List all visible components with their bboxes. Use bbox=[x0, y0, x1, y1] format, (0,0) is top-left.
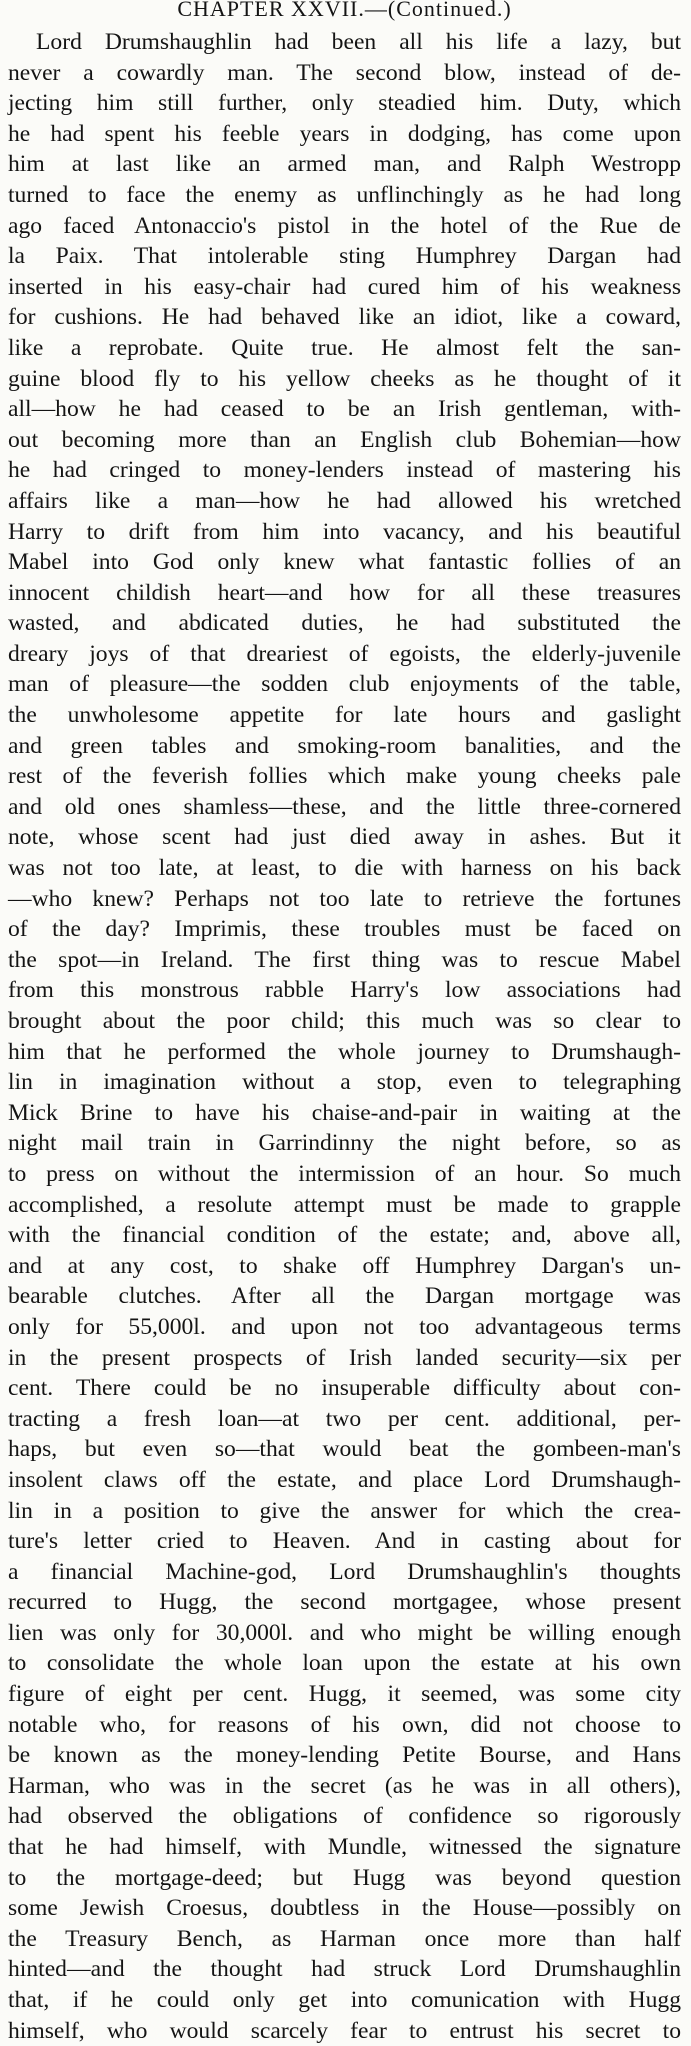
text-line: note, whose scent had just died away in ashes. But it bbox=[8, 824, 681, 851]
text-line: himself, who would scarcely fear to entrust his secret to bbox=[8, 2017, 681, 2044]
text-line: wasted, and abdicated duties, he had substituted the bbox=[8, 610, 681, 637]
text-line: he had cringed to money-lenders instead of mastering his bbox=[8, 457, 681, 484]
text-line: of the day? Imprimis, these troubles must be faced on bbox=[8, 916, 681, 943]
text-line: a financial Machine-god, Lord Drumshaughlin's thoughts bbox=[8, 1558, 681, 1585]
text-line: the unwholesome appetite for late hours and gaslight bbox=[8, 702, 681, 729]
text-line: night mail train in Garrindinny the night before, so as bbox=[8, 1130, 681, 1157]
text-line: that he had himself, with Mundle, witnessed the signature bbox=[8, 1834, 681, 1861]
text-line: —who knew? Perhaps not too late to retrieve the fortunes bbox=[8, 885, 681, 912]
article-body bbox=[8, 27, 681, 2046]
text-line: hinted—and the thought had struck Lord Drumshaughlin bbox=[8, 1956, 681, 1983]
text-line: lien was only for 30,000l. and who might be willing enough bbox=[8, 1619, 681, 1646]
text-line: never a cowardly man. The second blow, instead of de- bbox=[8, 59, 681, 86]
text-line: la Paix. That intolerable sting Humphrey Dargan had bbox=[8, 243, 681, 270]
text-line: the Treasury Bench, as Harman once more than half bbox=[8, 1925, 681, 1952]
text-line: he had spent his feeble years in dodging, has come upon bbox=[8, 120, 681, 147]
text-line: in the present prospects of Irish landed security—six per bbox=[8, 1344, 681, 1371]
text-line: to press on without the intermission of an hour. So much bbox=[8, 1160, 681, 1187]
text-line: was not too late, at least, to die with harness on his back bbox=[8, 855, 681, 882]
text-line: recurred to Hugg, the second mortgagee, whose present bbox=[8, 1589, 681, 1616]
text-line: man of pleasure—the sodden club enjoyments of the table, bbox=[8, 671, 681, 698]
text-line: for cushions. He had behaved like an idiot, like a coward, bbox=[8, 304, 681, 331]
text-line: innocent childish heart—and how for all these treasures bbox=[8, 579, 681, 606]
text-line: had observed the obligations of confidence so rigorously bbox=[8, 1803, 681, 1830]
text-line: be known as the money-lending Petite Bourse, and Hans bbox=[8, 1742, 681, 1769]
text-line: Mick Brine to have his chaise-and-pair in waiting at the bbox=[8, 1099, 681, 1126]
text-line: affairs like a man—how he had allowed his wretched bbox=[8, 487, 681, 514]
text-line: to consolidate the whole loan upon the estate at his own bbox=[8, 1650, 681, 1677]
text-line: Mabel into God only knew what fantastic follies of an bbox=[8, 549, 681, 576]
text-line: Harman, who was in the secret (as he was in all others), bbox=[8, 1772, 681, 1799]
text-line: rest of the feverish follies which make young cheeks pale bbox=[8, 763, 681, 790]
text-line: from this monstrous rabble Harry's low associations had bbox=[8, 977, 681, 1004]
text-line: guine blood fly to his yellow cheeks as he thought of it bbox=[8, 365, 681, 392]
text-line: that, if he could only get into comunication with Hugg bbox=[8, 1987, 681, 2013]
text-line: figure of eight per cent. Hugg, it seemed, was some city bbox=[8, 1681, 681, 1708]
text-line: like a reprobate. Quite true. He almost felt the san- bbox=[8, 334, 681, 361]
text-line: notable who, for reasons of his own, did not choose to bbox=[8, 1711, 681, 1738]
text-line: Lord Drumshaughlin had been all his life a lazy, but bbox=[36, 29, 681, 55]
text-line: jecting him still further, only steadied him. Duty, which bbox=[8, 90, 681, 117]
text-line: accomplished, a resolute attempt must be made to grapple bbox=[8, 1191, 681, 1218]
text-line: him that he performed the whole journey to Drumshaugh- bbox=[8, 1038, 681, 1065]
text-line: haps, but even so—that would beat the gombeen-man's bbox=[8, 1436, 681, 1463]
text-line: lin in a position to give the answer for which the crea- bbox=[8, 1497, 681, 1524]
text-line: Harry to drift from him into vacancy, and his beautiful bbox=[8, 518, 681, 545]
text-line: only for 55,000l. and upon not too advantageous terms bbox=[8, 1313, 681, 1340]
text-line: cent. There could be no insuperable difficulty about con- bbox=[8, 1375, 681, 1402]
text-line: with the financial condition of the estate; and, above all, bbox=[8, 1222, 681, 1249]
chapter-heading: CHAPTER XXVII.—(Continued.) bbox=[177, 0, 512, 21]
text-line: him at last like an armed man, and Ralph Westropp bbox=[8, 151, 681, 178]
text-line: and old ones shamless—these, and the little three-cornered bbox=[8, 793, 681, 820]
text-line: ago faced Antonaccio's pistol in the hotel of the Rue de bbox=[8, 212, 681, 239]
text-line: bearable clutches. After all the Dargan mortgage was bbox=[8, 1283, 681, 1310]
text-line: some Jewish Croesus, doubtless in the House—possibly on bbox=[8, 1895, 681, 1922]
text-line: ture's letter cried to Heaven. And in casting about for bbox=[8, 1528, 681, 1555]
text-line: the spot—in Ireland. The first thing was to rescue Mabel bbox=[8, 946, 681, 973]
text-line: and at any cost, to shake off Humphrey Dargan's un- bbox=[8, 1252, 681, 1279]
text-line: insolent claws off the estate, and place Lord Drumshaugh- bbox=[8, 1466, 681, 1493]
text-line: and green tables and smoking-room banalities, and the bbox=[8, 732, 681, 759]
text-line: to the mortgage-deed; but Hugg was beyond question bbox=[8, 1864, 681, 1891]
text-line: dreary joys of that dreariest of egoists, the elderly-juvenile bbox=[8, 640, 681, 667]
text-line: all—how he had ceased to be an Irish gentleman, with- bbox=[8, 396, 681, 423]
text-line: inserted in his easy-chair had cured him of his weakness bbox=[8, 273, 681, 300]
text-line: brought about the poor child; this much was so clear to bbox=[8, 1008, 681, 1034]
text-line: tracting a fresh loan—at two per cent. additional, per- bbox=[8, 1405, 681, 1432]
text-line: lin in imagination without a stop, even to telegraphing bbox=[8, 1069, 681, 1096]
text-line: turned to face the enemy as unflinchingly as he had long bbox=[8, 181, 681, 208]
text-line: out becoming more than an English club Bohemian—how bbox=[8, 426, 681, 453]
